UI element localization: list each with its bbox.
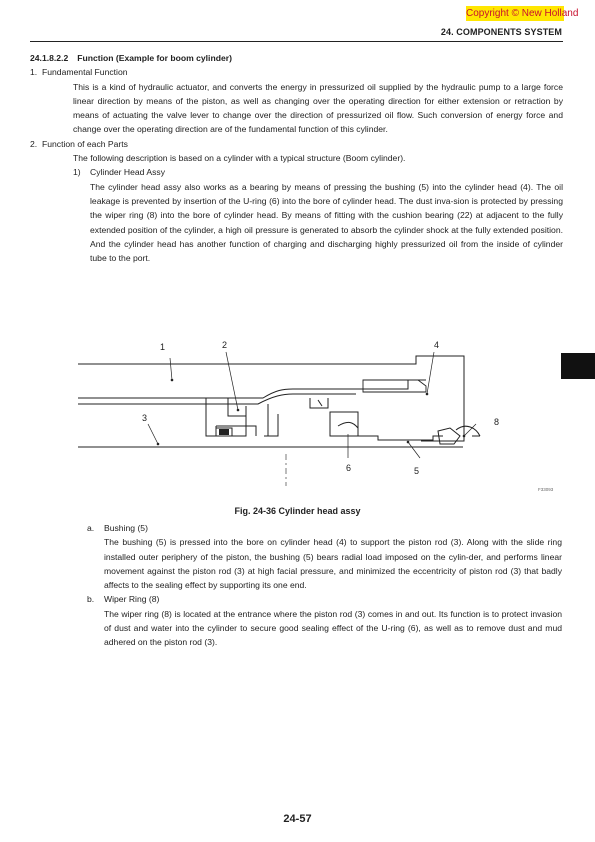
cylinder-head-drawing [78, 336, 561, 496]
figure-code: F33093 [538, 487, 554, 492]
figure-caption: Fig. 24-36 Cylinder head assy [234, 506, 361, 516]
head-assy-paragraph: The cylinder head assy also works as a bearing by means of pressing the bushing (5) into the cylinder head (4). The oil leakage is prevented by insertion of the U-ring (6) into the bore of cylinder head. The dust inva-sion is protected by pressing the wiper ring (8) into the bore of cylinder head. By means of fitting with the cushion bearing (22) at adjacent to the fully extended position of the cylinder, a high oil pressure is generated to absorb the cylinder shock at the fully extended position. And the cylinder head has another function of charging and discharging highly pressurized oil from the inside of cylinder tube to the port. [90, 181, 563, 264]
section-header: 24. COMPONENTS SYSTEM [440, 27, 562, 37]
section-title-text: Function (Example for boom cylinder) [77, 53, 232, 63]
callout-6: 6 [346, 463, 352, 473]
callout-3: 3 [142, 413, 148, 423]
list-marker: b. [87, 594, 95, 605]
chapter-tab [561, 353, 595, 379]
list-item-wiper-ring [87, 592, 562, 606]
callout-8: 8 [494, 417, 500, 427]
list-marker: 1. [30, 67, 38, 78]
parts-detail-list [87, 521, 562, 650]
callout-2: 2 [222, 340, 228, 350]
list-label: Function of each Parts [42, 138, 128, 149]
list-label: Fundamental Function [42, 67, 128, 78]
list-label: Cylinder Head Assy [90, 167, 165, 178]
main-content [30, 51, 563, 265]
parts-intro-paragraph: The following description is based on a cylinder with a typical structure (Boom cylinder). [73, 153, 406, 164]
list-marker: 2. [30, 138, 38, 149]
cylinder-head-figure [78, 336, 561, 496]
sublist-item-head-assy [73, 165, 563, 179]
callout-5: 5 [414, 466, 420, 476]
callout-4: 4 [434, 340, 440, 350]
list-item-parts [30, 137, 563, 151]
callout-1: 1 [160, 342, 166, 352]
header-rule [30, 41, 563, 42]
page-number: 24-57 [283, 813, 312, 825]
wiper-ring-paragraph: The wiper ring (8) is located at the entrance where the piston rod (3) comes in and out. Its function is to protect invasion of dust and water into the cylinder to secure good sealing effect of the U-ring (6), as well as to remove dust and mud adhered on the piston rod (3). [104, 608, 562, 648]
list-marker: a. [87, 523, 95, 533]
fundamental-paragraph: This is a kind of hydraulic actuator, and converts the energy in pressurized oil supplied by the hydraulic pump to a large force linear direction by means of the piston, as well as changing over the operating direction for either extension or retraction by means of actuating the valve lever to change over the direction of pressurized oil flow. Such conversion of energy force and change over the operating direction are of the fundamental function of this cylinder. [73, 81, 563, 135]
list-item-fundamental [30, 65, 563, 79]
section-number: 24.1.8.2.2 [30, 53, 69, 63]
list-item-bushing [87, 521, 562, 535]
list-label: Wiper Ring (8) [104, 594, 160, 605]
bushing-paragraph: The bushing (5) is pressed into the bore on cylinder head (4) to support the piston rod (3). Along with the slide ring installed outer periphery of the piston, the bushing (5) bears radial load imposed on the cylin-der, and performs linear movement against the piston rod (3) at high facial pressure, and minimized the eccentricity of piston rod (3) that badly affects to the sealing effect by supporting its one end. [104, 537, 562, 591]
section-title [30, 51, 563, 65]
copyright-badge: Copyright © New Holland [466, 8, 579, 19]
list-label: Bushing (5) [104, 523, 148, 533]
list-marker: 1) [73, 167, 81, 178]
